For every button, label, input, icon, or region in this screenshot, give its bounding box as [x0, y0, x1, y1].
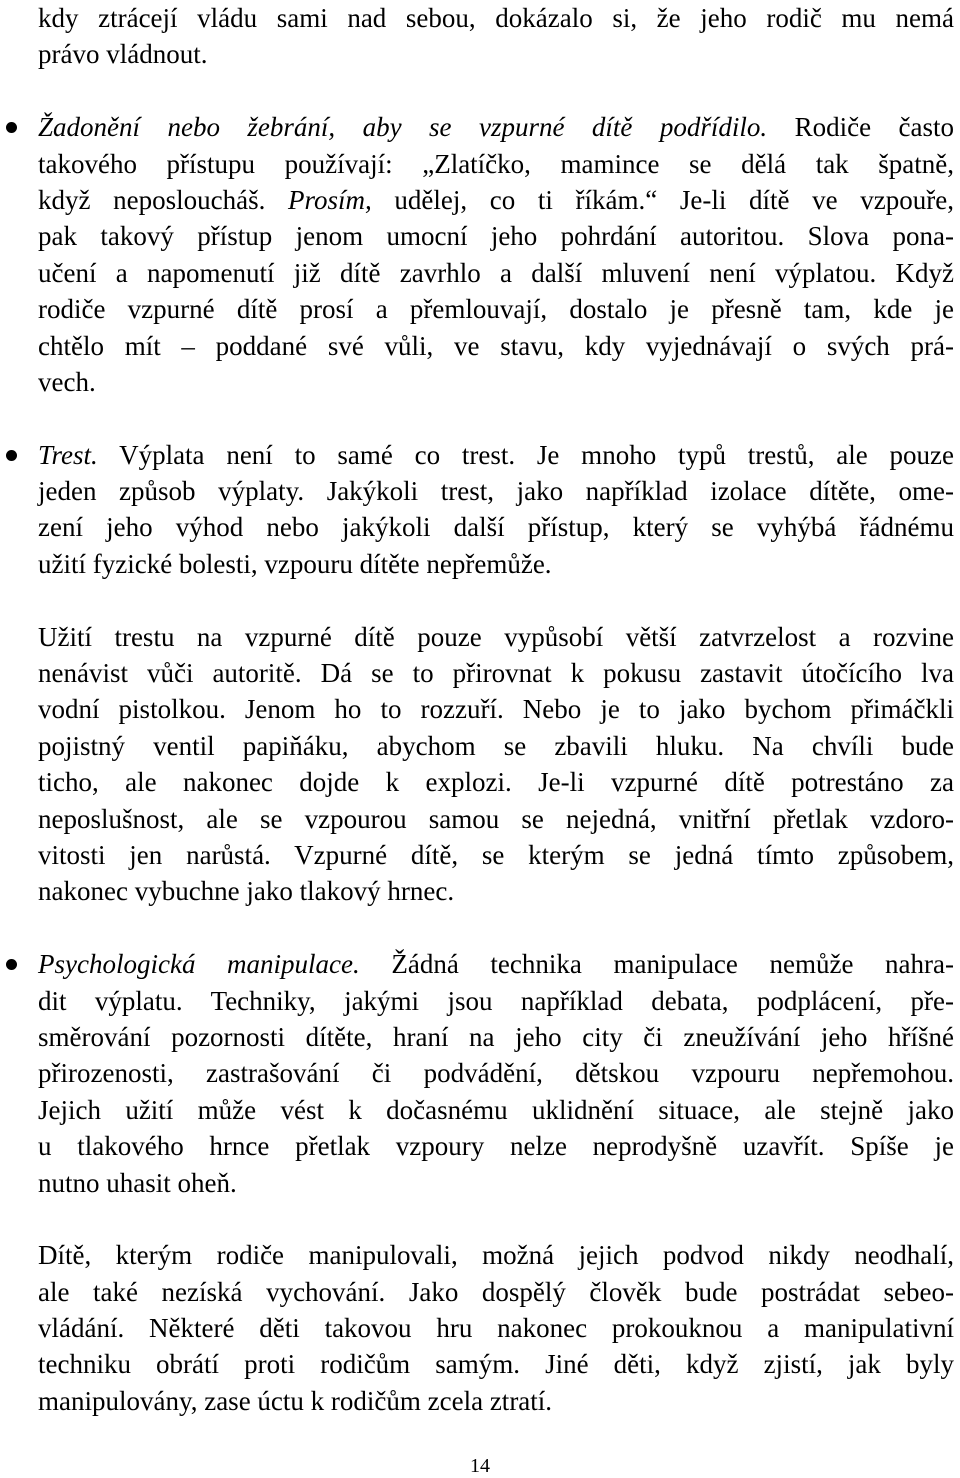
- text-line: pojistný ventil papiňáku, abychom se zbavili hluku. Na chvíli bude: [38, 730, 954, 761]
- text-line: techniku obrátí proti rodičům samým. Jiné děti, když zjistí, jak byly: [38, 1349, 954, 1380]
- text-line: nenávist vůči autoritě. Dá se to přirovnat k pokusu zastavit útočícího lva: [38, 658, 954, 689]
- bullet-item-punishment: [38, 437, 954, 583]
- text-line: dit výplatu. Techniky, jakými jsou například debata, podplácení, pře-: [38, 985, 954, 1016]
- text-line: Trest. Výplata není to samé co trest. Je mnoho typů trestů, ale pouze: [38, 439, 954, 470]
- bullet-icon: [6, 959, 17, 970]
- text-line: zení jeho výhod nebo jakýkoli další přístup, který se vyhýbá řádnému: [38, 512, 954, 543]
- text-line: vodní pistolkou. Jenom ho to rozzuří. Nebo je to jako bychom přimáčkli: [38, 694, 954, 725]
- bullet-icon: [6, 450, 17, 461]
- text-line: takového přístupu používají: „Zlatíčko, mamince se dělá tak špatně,: [38, 148, 954, 179]
- text-line: směrování pozornosti dítěte, hraní na jeho city či zneužívání jeho hříšné: [38, 1021, 954, 1052]
- text-line: Užití trestu na vzpurné dítě pouze vypůsobí větší zatvrzelost a rozvine: [38, 621, 954, 652]
- text-line: nutno uhasit oheň.: [38, 1167, 237, 1198]
- bullet-lead-italic: Psychologická manipulace.: [38, 949, 360, 980]
- text-line: chtělo mít – poddané své vůli, ve stavu, kdy vyjednávají o svých prá-: [38, 330, 954, 361]
- text-line: ticho, ale nakonec dojde k explozi. Je-li vzpurné dítě potrestáno za: [38, 767, 954, 798]
- paragraph-continuation: [38, 0, 954, 73]
- page-body: [38, 0, 954, 1419]
- text-line: právo vládnout.: [38, 39, 208, 70]
- bullet-item-pleading: [38, 109, 954, 400]
- text-line: manipulovány, zase úctu k rodičům zcela ztratí.: [38, 1385, 553, 1416]
- text-line: Dítě, kterým rodiče manipulovali, možná jejich podvod nikdy neodhalí,: [38, 1240, 954, 1271]
- bullet-lead-italic: Žadonění nebo žebrání, aby se vzpurné dítě podřídilo.: [38, 112, 768, 143]
- text-line: vitosti jen narůstá. Vzpurné dítě, se kterým se jedná tímto způsobem,: [38, 839, 954, 870]
- text-line: vládání. Některé děti takovou hru nakonec prokouknou a manipulativní: [38, 1313, 954, 1344]
- text-line: když neposloucháš. Prosím, udělej, co ti říkám.“ Je-li dítě ve vzpouře,: [38, 184, 955, 215]
- paragraph-punishment-effect: [38, 619, 954, 910]
- text-line: u tlakového hrnce přetlak vzpoury nelze neprodyšně uzavřít. Spíše je: [38, 1131, 954, 1162]
- text-line: jeden způsob výplaty. Jakýkoli trest, jako například izolace dítěte, ome-: [38, 476, 954, 507]
- text-line: kdy ztrácejí vládu sami nad sebou, dokázalo si, že jeho rodič mu nemá: [38, 3, 954, 33]
- text-line: neposlušnost, ale se vzpourou samou se nejedná, vnitřní přetlak vzdoro-: [38, 803, 954, 834]
- text-line: Jejich užití může vést k dočasnému uklidnění situace, ale stejně jako: [38, 1094, 954, 1125]
- text-line: Žadonění nebo žebrání, aby se vzpurné dítě podřídilo. Rodiče často: [38, 112, 954, 143]
- paragraph-manipulation-effect: [38, 1237, 954, 1419]
- text-line: ale také nezíská vychování. Jako dospělý člověk bude postrádat sebeo-: [38, 1276, 954, 1307]
- text-line: pak takový přístup jenom umocní jeho pohrdání autoritou. Slova pona-: [38, 221, 954, 252]
- text-line: nakonec vybuchne jako tlakový hrnec.: [38, 876, 455, 907]
- bullet-lead-italic: Trest.: [38, 439, 98, 470]
- text-line: vech.: [38, 366, 96, 397]
- text-line: přirozenosti, zastrašování či podvádění, dětskou vzpouru nepřemohou.: [38, 1058, 954, 1089]
- bullet-icon: [6, 122, 17, 133]
- text-line: užití fyzické bolesti, vzpouru dítěte nepřemůže.: [38, 548, 552, 579]
- text-line: Psychologická manipulace. Žádná technika manipulace nemůže nahra-: [38, 949, 954, 980]
- page-number: 14: [470, 1455, 490, 1477]
- text-line: učení a napomenutí již dítě zavrhlo a další mluvení není výplatou. Když: [38, 257, 954, 288]
- text-line: rodiče vzpurné dítě prosí a přemlouvají, dostalo je přesně tam, kde je: [38, 294, 954, 325]
- bullet-item-manipulation: [38, 946, 954, 1201]
